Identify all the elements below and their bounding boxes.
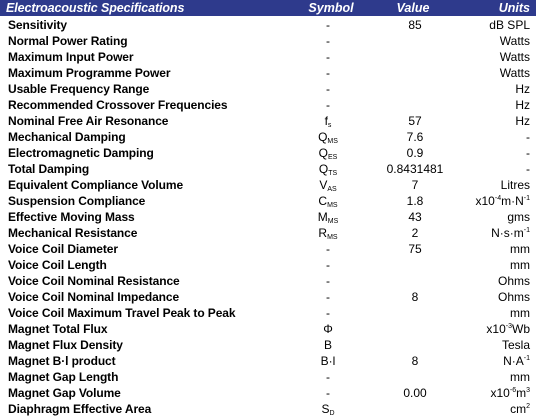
param-recommended-crossover-frequencies: Recommended Crossover Frequencies: [8, 98, 228, 112]
table-row: [0, 49, 536, 65]
header-units: Units: [498, 1, 530, 15]
table-row: [0, 17, 536, 33]
symbol-maximum-programme-power: -: [326, 66, 330, 80]
table-row: [0, 257, 536, 273]
units-diaphragm-effective-area: $cm^2$: [510, 402, 530, 416]
table-row: [0, 321, 536, 337]
symbol-mechanical-resistance: $R_{MS}$: [318, 226, 338, 241]
units-normal-power-rating: Watts: [499, 34, 530, 48]
param-maximum-programme-power: Maximum Programme Power: [8, 66, 171, 80]
param-mechanical-damping: Mechanical Damping: [8, 130, 126, 144]
symbol-electromagnetic-damping: $Q_{ES}$: [318, 146, 338, 161]
table-row: [0, 145, 536, 161]
units-magnet-total-flux: $x10^{-3}Wb$: [486, 322, 530, 336]
table-row: [0, 289, 536, 305]
table-row: [0, 369, 536, 385]
symbol-effective-moving-mass: $M_{MS}$: [317, 210, 339, 225]
units-equivalent-compliance-volume: Litres: [500, 178, 530, 192]
param-nominal-free-air-resonance: Nominal Free Air Resonance: [8, 114, 169, 128]
header-value: Value: [396, 1, 430, 15]
table-row: [0, 193, 536, 209]
table-row: [0, 225, 536, 241]
symbol-magnet-gap-length: -: [326, 370, 330, 384]
units-usable-frequency-range: Hz: [515, 82, 530, 96]
value-sensitivity: 85: [408, 18, 422, 32]
value-magnet-bl-product: 8: [411, 354, 419, 368]
value-mechanical-damping: 7.6: [406, 130, 424, 144]
table-row: [0, 353, 536, 369]
units-magnet-gap-length: mm: [510, 370, 530, 384]
symbol-equivalent-compliance-volume: $V_{AS}$: [319, 178, 337, 193]
table-row: [0, 209, 536, 225]
param-usable-frequency-range: Usable Frequency Range: [8, 82, 150, 96]
table-row: [0, 241, 536, 257]
units-maximum-programme-power: Watts: [499, 66, 530, 80]
table-row: [0, 161, 536, 177]
symbol-voice-coil-length: -: [326, 258, 330, 272]
param-magnet-flux-density: Magnet Flux Density: [8, 338, 123, 352]
units-maximum-input-power: Watts: [499, 50, 530, 64]
param-magnet-gap-length: Magnet Gap Length: [8, 370, 119, 384]
symbol-diaphragm-effective-area: $S_D$: [321, 402, 335, 417]
value-voice-coil-nominal-impedance: 8: [411, 290, 419, 304]
symbol-voice-coil-nominal-resistance: -: [326, 274, 330, 288]
symbol-magnet-gap-volume: -: [326, 386, 330, 400]
table-row: [0, 273, 536, 289]
param-suspension-compliance: Suspension Compliance: [8, 194, 146, 208]
value-magnet-gap-volume: 0.00: [403, 386, 427, 400]
value-mechanical-resistance: 2: [411, 226, 419, 240]
units-effective-moving-mass: gms: [507, 210, 530, 224]
symbol-voice-coil-nominal-impedance: -: [326, 290, 330, 304]
param-equivalent-compliance-volume: Equivalent Compliance Volume: [8, 178, 184, 192]
symbol-magnet-bl-product: B·l: [320, 354, 336, 368]
units-mechanical-damping: -: [526, 130, 530, 144]
param-voice-coil-nominal-resistance: Voice Coil Nominal Resistance: [8, 274, 180, 288]
table-row: [0, 97, 536, 113]
param-effective-moving-mass: Effective Moving Mass: [8, 210, 135, 224]
units-suspension-compliance: $x10^{-4}m\cdot N^{-1}$: [475, 194, 530, 208]
symbol-magnet-total-flux: Φ: [323, 322, 333, 336]
param-mechanical-resistance: Mechanical Resistance: [8, 226, 138, 240]
units-electromagnetic-damping: -: [526, 146, 530, 160]
value-nominal-free-air-resonance: 57: [408, 114, 422, 128]
symbol-maximum-input-power: -: [326, 50, 330, 64]
table-row: [0, 81, 536, 97]
value-equivalent-compliance-volume: 7: [411, 178, 419, 192]
table-row: [0, 177, 536, 193]
header-parameter: Electroacoustic Specifications: [6, 1, 185, 15]
symbol-suspension-compliance: $C_{MS}$: [318, 194, 338, 209]
param-electromagnetic-damping: Electromagnetic Damping: [8, 146, 154, 160]
symbol-magnet-flux-density: B: [323, 338, 332, 352]
symbol-total-damping: $Q_{TS}$: [318, 162, 338, 177]
units-recommended-crossover-frequencies: Hz: [515, 98, 530, 112]
table-header: [0, 0, 536, 16]
units-voice-coil-maximum-travel: mm: [510, 306, 530, 320]
table-row: [0, 65, 536, 81]
param-voice-coil-length: Voice Coil Length: [8, 258, 107, 272]
header-symbol: Symbol: [308, 1, 354, 15]
value-effective-moving-mass: 43: [408, 210, 422, 224]
table-row: [0, 113, 536, 129]
symbol-voice-coil-diameter: -: [326, 242, 330, 256]
table-row: [0, 401, 536, 417]
param-maximum-input-power: Maximum Input Power: [8, 50, 134, 64]
table-row: [0, 33, 536, 49]
value-voice-coil-diameter: 75: [408, 242, 422, 256]
param-voice-coil-diameter: Voice Coil Diameter: [8, 242, 118, 256]
units-sensitivity: dB SPL: [489, 18, 530, 32]
param-diaphragm-effective-area: Diaphragm Effective Area: [8, 402, 152, 416]
param-voice-coil-maximum-travel: Voice Coil Maximum Travel Peak to Peak: [8, 306, 236, 320]
param-total-damping: Total Damping: [8, 162, 90, 176]
param-magnet-total-flux: Magnet Total Flux: [8, 322, 108, 336]
symbol-recommended-crossover-frequencies: -: [326, 98, 330, 112]
units-magnet-bl-product: $N\cdot A^{-1}$: [503, 354, 530, 368]
param-sensitivity: Sensitivity: [8, 18, 67, 32]
units-voice-coil-diameter: mm: [510, 242, 530, 256]
units-voice-coil-nominal-impedance: Ohms: [497, 290, 530, 304]
units-total-damping: -: [526, 162, 530, 176]
table-row: [0, 129, 536, 145]
symbol-usable-frequency-range: -: [326, 82, 330, 96]
units-nominal-free-air-resonance: Hz: [515, 114, 530, 128]
units-voice-coil-nominal-resistance: Ohms: [497, 274, 530, 288]
units-magnet-gap-volume: $x10^{-6}m^3$: [490, 386, 530, 400]
units-mechanical-resistance: $N\cdot s\cdot m^{-1}$: [491, 226, 530, 240]
symbol-mechanical-damping: $Q_{MS}$: [318, 130, 338, 145]
table-row: [0, 385, 536, 401]
units-magnet-flux-density: Tesla: [501, 338, 530, 352]
symbol-normal-power-rating: -: [326, 34, 330, 48]
param-magnet-gap-volume: Magnet Gap Volume: [8, 386, 121, 400]
param-normal-power-rating: Normal Power Rating: [8, 34, 128, 48]
value-suspension-compliance: 1.8: [406, 194, 424, 208]
value-total-damping: 0.8431481: [386, 162, 444, 176]
symbol-sensitivity: -: [326, 18, 330, 32]
table-row: [0, 337, 536, 353]
param-voice-coil-nominal-impedance: Voice Coil Nominal Impedance: [8, 290, 180, 304]
param-magnet-bl-product: Magnet B·l product: [8, 354, 116, 368]
table-row: [0, 305, 536, 321]
symbol-nominal-free-air-resonance: $f_s$: [324, 114, 332, 129]
units-voice-coil-length: mm: [510, 258, 530, 272]
value-electromagnetic-damping: 0.9: [406, 146, 424, 160]
symbol-voice-coil-maximum-travel: -: [326, 306, 330, 320]
